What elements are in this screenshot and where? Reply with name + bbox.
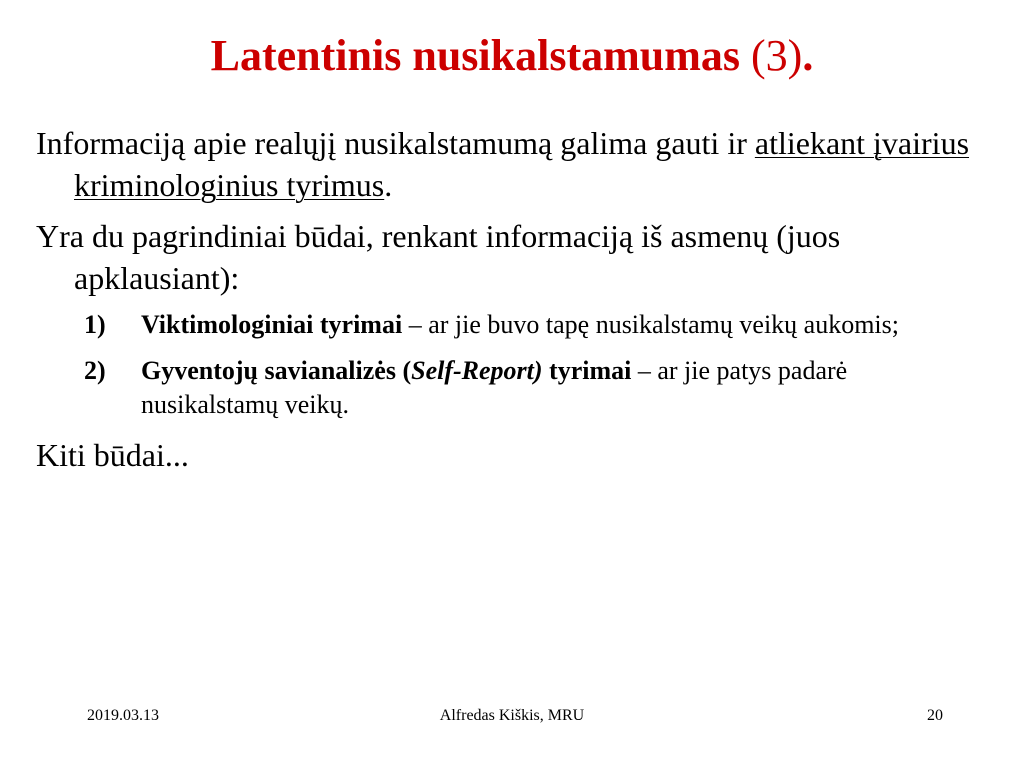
list-item — [84, 354, 986, 422]
paragraph1-underlined: atliekant įvairius kriminologinius tyrimus — [74, 125, 970, 203]
list-item — [84, 308, 986, 342]
paragraph3-text: Kiti būdai... — [36, 437, 189, 473]
list-item-number: 2) — [84, 356, 106, 385]
footer-author: Alfredas Kiškis, MRU — [439, 707, 585, 724]
list-item-number: 1) — [84, 310, 106, 339]
paragraph1-text: Informaciją apie realųjį nusikalstamumą galima gauti ir — [36, 125, 755, 161]
paragraph-other-methods — [36, 434, 986, 476]
list-item-bold-b: tyrimai — [542, 356, 632, 385]
list-item-rest: – ar jie buvo tapę nusikalstamų veikų aukomis; — [402, 310, 899, 339]
title-period: . — [802, 31, 814, 80]
paragraph2-text: Yra du pagrindiniai būdai, renkant informaciją iš asmenų (juos apklausiant): — [36, 218, 841, 296]
paragraph1-end: . — [384, 167, 393, 203]
slide-body — [36, 122, 986, 485]
list-item-rest: – ar jie patys padarė nusikalstamų veikų. — [141, 356, 848, 419]
footer-page-number: 20 — [927, 707, 943, 724]
paragraph-info-sources — [36, 122, 986, 206]
methods-list — [84, 308, 986, 422]
footer-date: 2019.03.13 — [87, 707, 159, 724]
paragraph-main-methods — [36, 215, 986, 299]
list-item-bold: Viktimologiniai tyrimai — [141, 310, 403, 339]
title-main: Latentinis nusikalstamumas — [210, 31, 741, 80]
title-number: (3) — [751, 31, 803, 80]
list-item-bold-italic: Self-Report) — [411, 356, 543, 385]
list-item-bold-a: Gyventojų savianalizės ( — [141, 356, 412, 385]
slide-title — [0, 30, 1024, 82]
